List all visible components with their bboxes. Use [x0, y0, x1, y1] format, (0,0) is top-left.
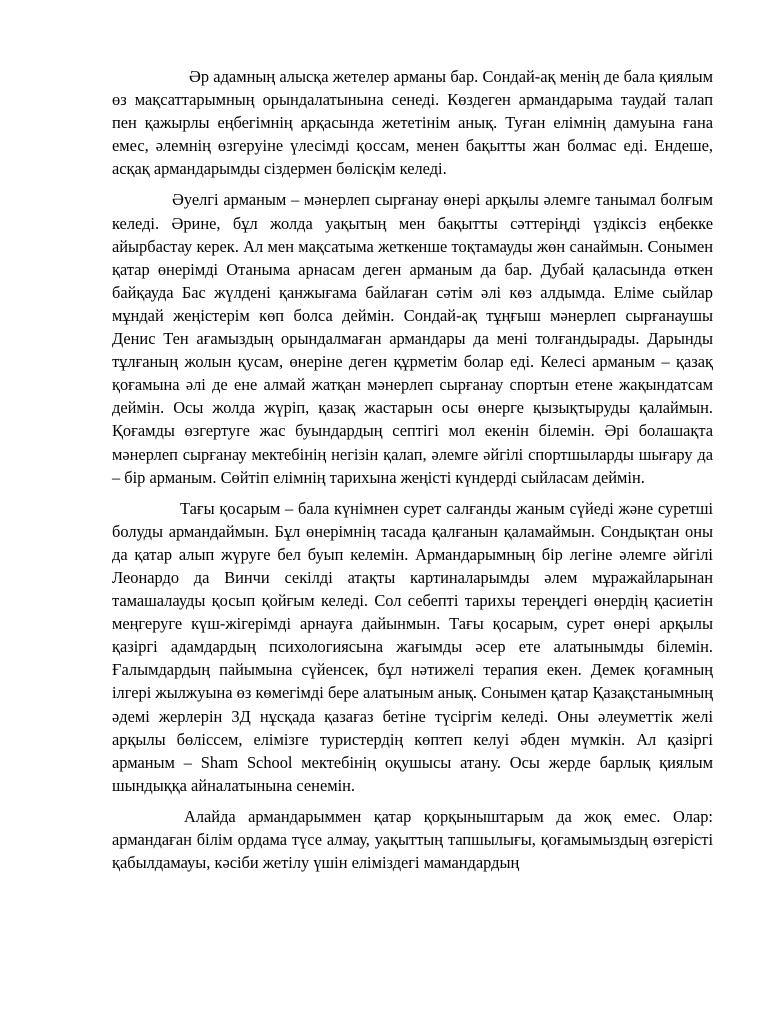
paragraph-introduction: Әр адамның алысқа жетелер арманы бар. Сондай-ақ менің де бала қиялым өз мақсаттарымның орындалатынына сенеді. Көздеген армандарыма таудай талап пен қажырлы еңбегімнің арқасында жететінім анық. Туған елімнің дамуына ғана емес, әлемнің өзгеруіне үлесімді қоссам, менен бақытты жан болмас еді. Ендеше, асқақ армандарымды сіздермен бөлісқім келеді.	[112, 67, 713, 179]
paragraph-painting-dream: Тағы қосарым – бала күнімнен сурет салғанды жаным сүйеді және суретші болуды армандаймын. Бұл өнерімнің тасада қалғанын қаламаймын. Сондықтан оны да қатар алып жүруге бел буып келемін. Армандарымның бір легіне әлемге әйгілі Леонардо да Винчи секілді атақты картиналарымды әлем мұражайларынан тамашалауды қосып қойғым келеді. Сол себепті тарихы тереңдегі өнердің қасиетін меңгеруге күш-жігерімді арнауға дайынмын. Тағы қосарым, сурет өнері арқылы қазіргі адамдардың психологиясына жағымды әсер ете алатынымды білемін. Ғалымдардың пайымына сүйенсек, бұл нәтижелі терапия екен. Демек қоғамның ілгері жылжуына өз көмегімді бере алатыным анық. Сонымен қатар Қазақстанымның әдемі жерлерін 3Д нұсқада қазағаз бетіне түсіргім келеді. Оны әлеуметтік желі арқылы бөліссем, елімізге туристердің көптеп келуі әбден мүмкін. Ал қазіргі арманым – Sham School мектебінің оқушысы атану. Осы жерде барлық қиялым шындыққа айналатынына сенемін.	[112, 498, 713, 795]
essay-body	[112, 65, 713, 874]
paragraph-figure-skating-dream: Әуелгі арманым – мәнерлеп сырғанау өнері арқылы әлемге танымал болғым келеді. Әрине, бұл жолда уақытың мен бақытты сәттеріңді үздіксіз еңбекке айырбастау керек. Ал мен мақсатыма жеткенше тоқтамауды жөн санаймын. Сонымен қатар өнерімді Отаныма арнасам деген арманым да бар. Дубай қаласында өткен байқауда Бас жүлдені қанжығама байлаған сәтім әлі көз алдымда. Еліме сыйлар мұндай жеңістерім көп болса деймін. Сондай-ақ тұңғыш мәнерлеп сырғанаушы Денис Тен ағамыздың орындалмаған армандары да мені толғандырады. Дарынды тұлғаның жолын қусам, өнеріне деген құрметім болар еді. Келесі арманым – қазақ қоғамына әлі де ене алмай жатқан мәнерлеп сырғанау спортын етене жақындатсам деймін. Осы жолда жүріп, қазақ жастарын осы өнерге қызықтыруды қалаймын. Қоғамды өзгертуге жас буындардың септігі мол екенін білемін. Әрі болашақта мәнерлеп сырғанау мектебінің негізін қалап, әлемге әйгілі спортшыларды шығару да – бір арманым. Сөйтіп елімнің тарихына жеңісті күндерді сыйласам деймін.	[112, 190, 713, 487]
paragraph-fears: Алайда армандарыммен қатар қорқыныштарым да жоқ емес. Олар: армандаған білім ордама түсе алмау, уақыттың тапшылығы, қоғамымыздың өзгерісті қабылдамауы, кәсіби жетілу үшін еліміздегі мамандардың	[112, 806, 713, 873]
